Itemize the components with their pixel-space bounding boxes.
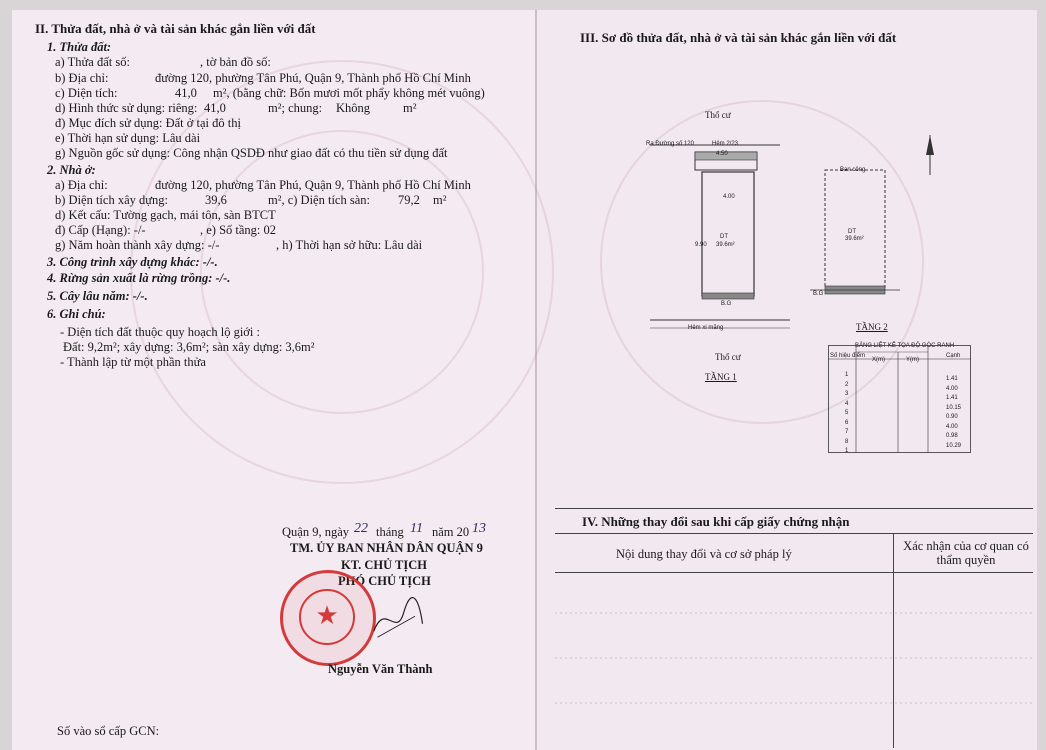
notes-heading: 6. Ghi chú:: [47, 307, 106, 321]
handwritten-signature: [370, 590, 430, 650]
plan-tho-cu-top: Thổ cư: [705, 110, 731, 120]
coord-point: 1: [845, 372, 849, 378]
land-address-label: b) Địa chỉ:: [55, 71, 109, 85]
coord-header-edge: Cạnh: [946, 353, 961, 359]
land-term: e) Thời hạn sử dụng: Lâu dài: [55, 131, 201, 145]
land-origin: g) Nguồn gốc sử dụng: Công nhận QSDĐ như giao đất có thu tiền sử dụng đất: [55, 146, 448, 160]
coord-edge: 4.00: [946, 423, 958, 430]
plan-dt2-label: DT: [848, 229, 856, 235]
section2-title: II. Thửa đất, nhà ở và tài sản khác gắn liền với đất: [35, 21, 316, 36]
coord-table-title: BẢNG LIỆT KÊ TỌA ĐỘ GÓC RANH: [855, 343, 955, 349]
changes-col-content: Nội dung thay đổi và cơ sở pháp lý: [616, 547, 792, 561]
house-floor-area-unit: m²: [433, 193, 447, 207]
coord-point: 2: [845, 381, 849, 388]
land-use-unit: m²; chung:: [268, 101, 323, 115]
note-partial-parcel: - Thành lập từ một phần thửa: [60, 355, 206, 369]
coord-edge: 0.90: [946, 414, 958, 420]
sign-name: Nguyễn Văn Thành: [328, 662, 433, 676]
planted-forest: 4. Rừng sản xuất là rừng trồng: -/-.: [47, 271, 231, 285]
land-heading: 1. Thửa đất:: [47, 40, 112, 54]
plan-alley-label: Hẻm 2/23: [712, 141, 739, 147]
house-floor-area-label: m², c) Diện tích sàn:: [268, 193, 370, 207]
plan-dt1-label: DT: [720, 234, 728, 240]
house-floors: , e) Số tầng: 02: [200, 223, 277, 237]
sign-org: TM. ỦY BAN NHÂN DÂN QUẬN 9: [290, 541, 483, 555]
sign-day: 22: [354, 521, 368, 536]
land-use-unit2: m²: [403, 101, 417, 115]
land-use-private: 41,0: [204, 101, 226, 115]
plan-floor1-label: TẦNG 1: [705, 372, 737, 382]
plan-floor2-label: TẦNG 2: [856, 322, 888, 332]
plan-dt2-value: 39.6m²: [845, 236, 864, 242]
coord-point: 3: [845, 391, 849, 397]
coord-point: 6: [845, 419, 849, 426]
plan-dim-depth: 9.90: [695, 242, 707, 248]
house-floor-area-value: 79,2: [398, 193, 420, 207]
house-ownership-term: , h) Thời hạn sở hữu: Lâu dài: [276, 238, 423, 252]
red-seal-stamp: [280, 570, 376, 666]
house-completion-year: g) Năm hoàn thành xây dựng: -/-: [55, 238, 220, 252]
plan-ban-cong: Ban công: [840, 167, 866, 173]
coord-point: 4: [845, 400, 849, 407]
land-area-value: 41,0: [175, 86, 197, 100]
house-structure: d) Kết cấu: Tường gạch, mái tôn, sàn BTCT: [55, 208, 276, 222]
land-use-form-label: d) Hình thức sử dụng: riêng:: [55, 101, 198, 115]
coord-header-point: Số hiệu điểm: [830, 353, 866, 359]
perennial-trees: 5. Cây lâu năm: -/-.: [47, 289, 148, 303]
house-heading: 2. Nhà ở:: [47, 163, 96, 177]
section3-title: III. Sơ đồ thửa đất, nhà ở và tài sản khác gắn liền với đất: [580, 30, 897, 45]
sign-month: 11: [410, 521, 423, 536]
plan-dim-width: 4.50: [716, 151, 728, 157]
plan-street-label: Ra Đường số 120: [646, 141, 694, 147]
coord-point: 1: [845, 448, 849, 454]
coord-edge: 0.98: [946, 433, 958, 439]
plan-dt1-value: 39.6m²: [716, 242, 735, 248]
house-grade: đ) Cấp (Hạng): -/-: [55, 223, 146, 237]
plan-bg1-label: B.G: [721, 301, 732, 307]
land-area-unit: m², (bằng chữ: Bốn mươi mốt phẩy không mét vuông): [213, 86, 485, 100]
house-build-area-value: 39,6: [205, 193, 227, 207]
plan-hem-label: Hẻm xi măng: [688, 325, 724, 331]
coord-point: 5: [845, 410, 849, 416]
plan-dim-inner: 4.00: [723, 194, 735, 200]
sign-title: PHÓ CHỦ TỊCH: [338, 574, 431, 588]
sign-date-prefix: Quận 9, ngày: [282, 525, 349, 539]
sign-year: 13: [472, 521, 486, 536]
other-works: 3. Công trình xây dựng khác: -/-.: [47, 255, 218, 269]
sign-month-label: tháng: [376, 525, 404, 539]
coord-edge: 10.15: [946, 404, 962, 411]
registry-label: Số vào sổ cấp GCN:: [57, 724, 160, 738]
sign-year-prefix: năm 20: [432, 525, 470, 539]
changes-col-confirm: Xác nhận của cơ quan có thẩm quyền: [903, 539, 1029, 567]
house-address-label: a) Địa chỉ:: [55, 178, 108, 192]
house-address-value: đường 120, phường Tân Phú, Quận 9, Thành phố Hồ Chí Minh: [155, 178, 471, 192]
house-build-area-label: b) Diện tích xây dựng:: [55, 193, 169, 207]
note-planning: - Diện tích đất thuộc quy hoạch lộ giới :: [60, 325, 260, 339]
coord-edge: 1.41: [946, 395, 958, 401]
land-area-label: c) Diện tích:: [55, 86, 118, 100]
coord-edge: 10.29: [946, 442, 962, 449]
plan-bg2-label: B.G: [813, 291, 824, 297]
coord-header-x: X(m): [872, 357, 885, 363]
land-address-value: đường 120, phường Tân Phú, Quận 9, Thành phố Hồ Chí Minh: [155, 71, 471, 85]
sign-kt: KT. CHỦ TỊCH: [341, 558, 428, 572]
note-planning-areas: Đất: 9,2m²; xây dựng: 3,6m²; sàn xây dựng: 3,6m²: [63, 340, 315, 354]
coord-point: 7: [845, 429, 849, 435]
land-use-common: Không: [336, 101, 371, 115]
page-fold: [535, 10, 537, 750]
land-purpose: đ) Mục đích sử dụng: Đất ở tại đô thị: [55, 116, 241, 130]
coord-point: 8: [845, 438, 849, 445]
plan-tho-cu-bottom: Thổ cư: [715, 352, 741, 362]
coord-edge: 1.41: [946, 376, 958, 382]
star-icon: ★: [315, 601, 339, 630]
land-parcel-no: a) Thửa đất số:: [55, 55, 130, 69]
watermark-ring: [200, 130, 484, 414]
coord-header-y: Y(m): [906, 357, 919, 363]
land-map-sheet: , tờ bản đồ số:: [200, 55, 271, 69]
section4-title: IV. Những thay đổi sau khi cấp giấy chứng nhận: [582, 514, 850, 529]
coord-edge: 4.00: [946, 385, 958, 392]
